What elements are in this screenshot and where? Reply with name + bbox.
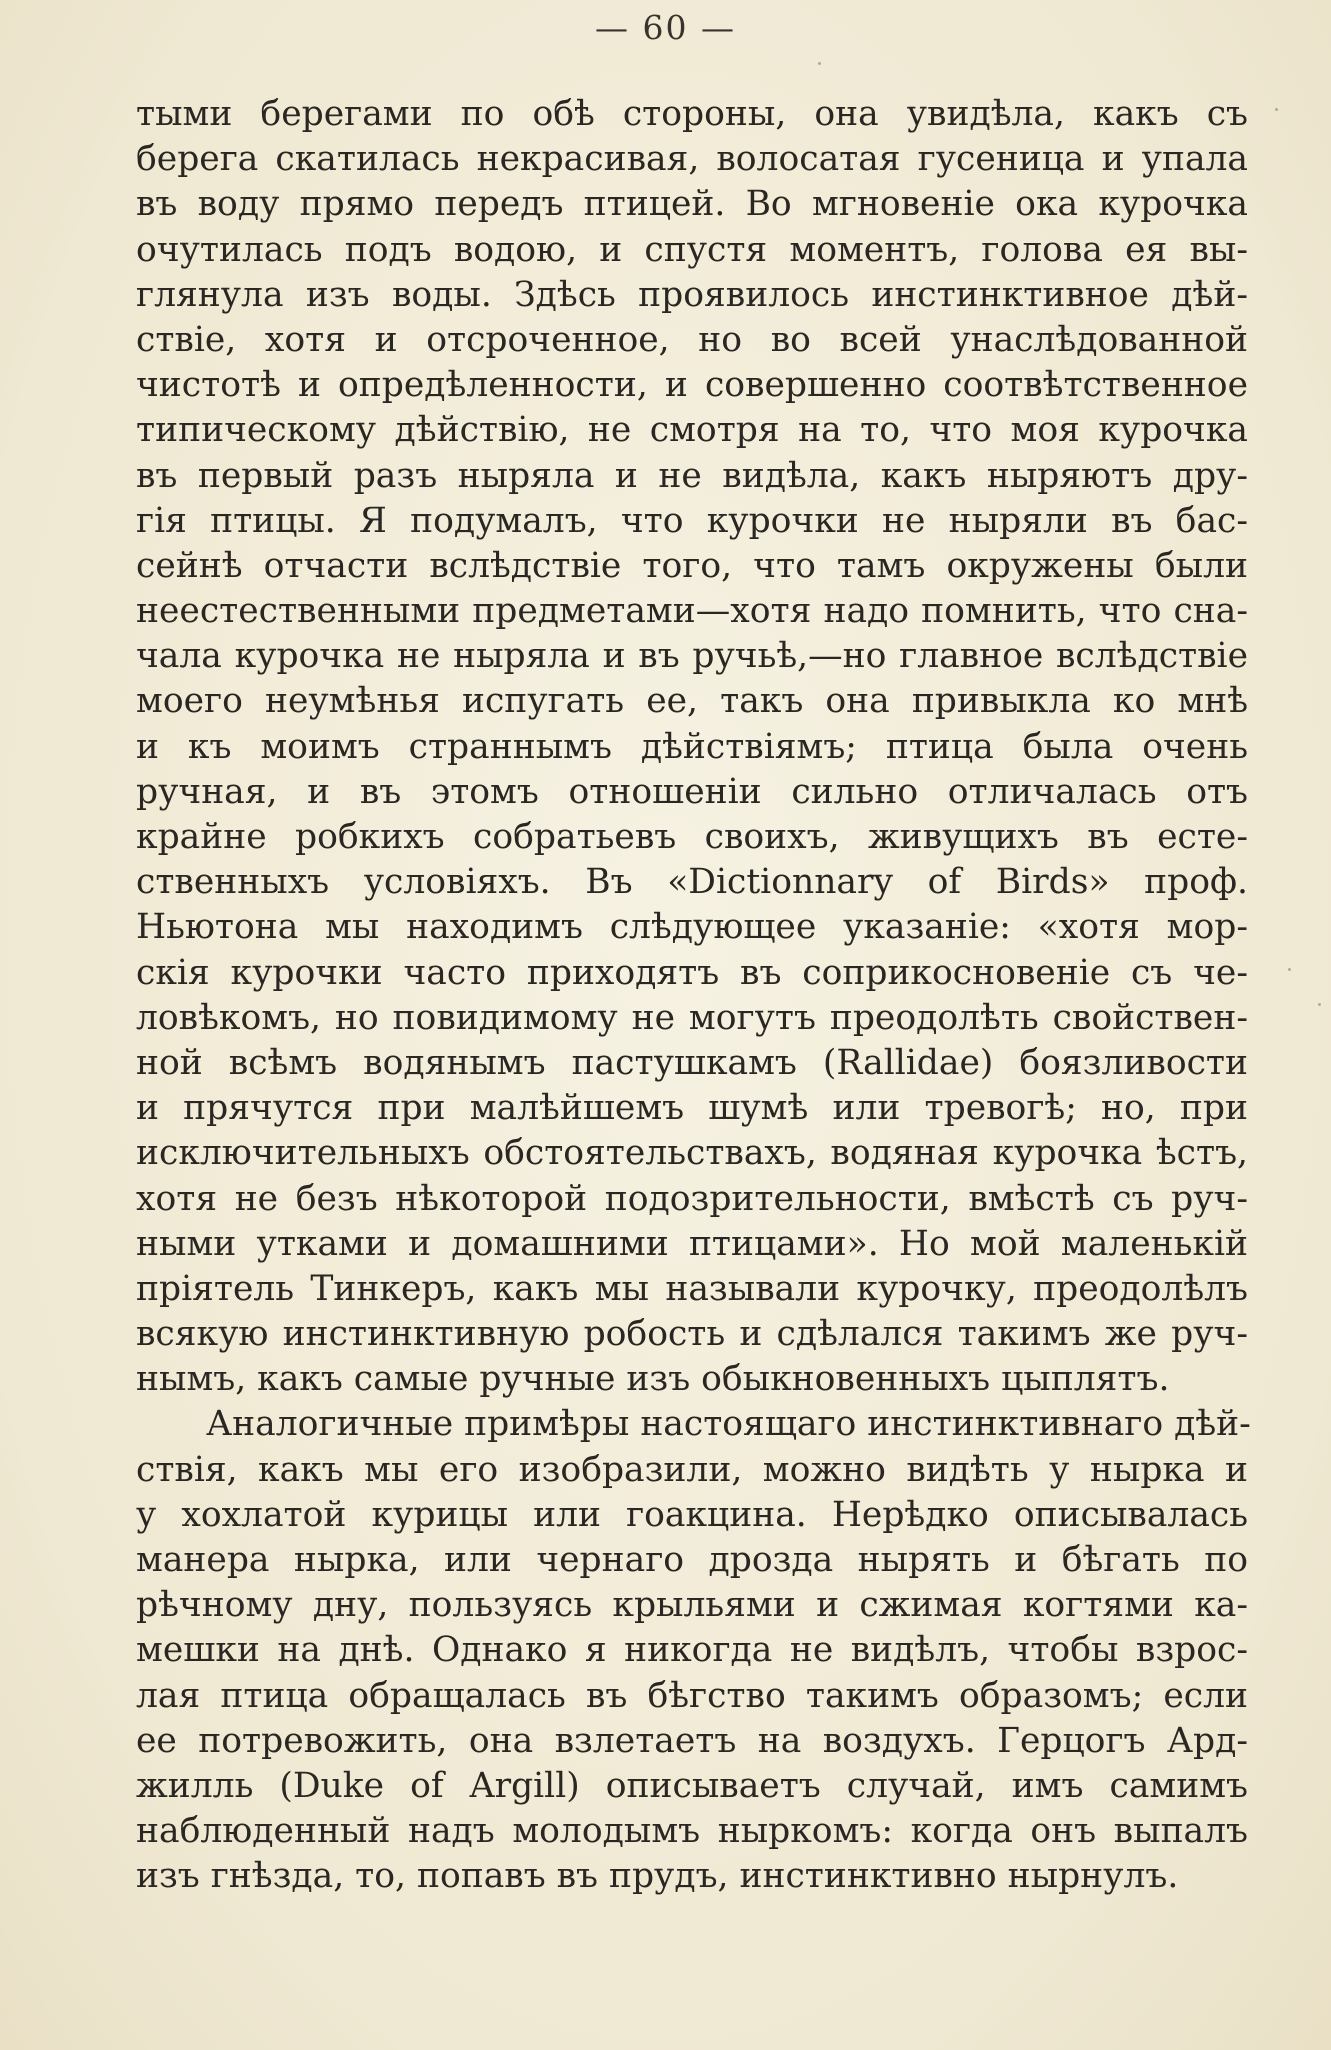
text-line: гія птицы. Я подумалъ, что курочки не ныряли въ бас- <box>136 500 1248 541</box>
text-line: жилль (Duke of Argill) описываетъ случай, имъ самимъ <box>136 1765 1248 1806</box>
text-line: скія курочки часто приходятъ въ соприкосновеніе съ че- <box>136 952 1248 993</box>
text-line: и прячутся при малѣйшемъ шумѣ или тревогѣ; но, при <box>136 1088 1248 1129</box>
page-number: — 60 — <box>595 8 736 47</box>
text-line: ловѣкомъ, но повидимому не могутъ преодолѣть свойствен- <box>136 997 1248 1038</box>
text-line: ными утками и домашними птицами». Но мой маленькій <box>136 1223 1248 1264</box>
body-text <box>136 92 1251 1900</box>
paper-speck <box>818 62 821 65</box>
text-line: глянула изъ воды. Здѣсь проявилось инстинктивное дѣй- <box>136 274 1248 315</box>
text-line: хотя не безъ нѣкоторой подозрительности, вмѣстѣ съ руч- <box>136 1178 1248 1219</box>
text-line: берега скатилась некрасивая, волосатая гусеница и упала <box>136 139 1248 180</box>
text-line: пріятель Тинкеръ, какъ мы называли курочку, преодолѣлъ <box>136 1268 1248 1309</box>
text-line: ручная, и въ этомъ отношеніи сильно отличалась отъ <box>136 771 1248 812</box>
text-line: всякую инстинктивную робость и сдѣлался такимъ же руч- <box>136 1314 1248 1355</box>
paper-speck <box>1318 1003 1321 1006</box>
text-line: чистотѣ и опредѣленности, и совершенно соотвѣтственное <box>136 365 1248 406</box>
text-line: Ньютона мы находимъ слѣдующее указаніе: «хотя мор- <box>136 907 1248 948</box>
text-line: лая птица обращалась въ бѣгство такимъ образомъ; если <box>136 1675 1248 1716</box>
paper-speck <box>1288 968 1291 971</box>
text-line: ственныхъ условіяхъ. Въ «Dictionnary of Birds» проф. <box>136 862 1248 903</box>
text-line: рѣчному дну, пользуясь крыльями и сжимая когтями ка- <box>136 1585 1248 1626</box>
text-line: нымъ, какъ самые ручные изъ обыкновенныхъ цыплятъ. <box>136 1359 1170 1400</box>
text-line: ствіе, хотя и отсроченное, но во всей унаслѣдованной <box>136 319 1248 360</box>
text-line: исключительныхъ обстоятельствахъ, водяная курочка ѣстъ, <box>136 1133 1248 1174</box>
text-line: въ первый разъ ныряла и не видѣла, какъ ныряютъ дру- <box>136 455 1248 496</box>
text-line: ее потревожить, она взлетаетъ на воздухъ. Герцогъ Ард- <box>136 1720 1248 1761</box>
text-line: тыми берегами по обѣ стороны, она увидѣла, какъ съ <box>136 94 1248 134</box>
text-line: очутилась подъ водою, и спустя моментъ, голова ея вы- <box>136 229 1248 270</box>
text-line: ной всѣмъ водянымъ пастушкамъ (Rallidae) боязливости <box>136 1042 1248 1083</box>
text-line: и къ моимъ страннымъ дѣйствіямъ; птица была очень <box>136 726 1248 767</box>
text-line: моего неумѣнья испугать ее, такъ она привыкла ко мнѣ <box>136 681 1248 722</box>
text-line: изъ гнѣзда, то, попавъ въ прудъ, инстинктивно нырнулъ. <box>136 1856 1179 1897</box>
text-line: неестественными предметами—хотя надо помнить, что сна- <box>136 591 1248 632</box>
text-line: крайне робкихъ собратьевъ своихъ, живущихъ въ есте- <box>136 817 1248 857</box>
text-line: въ воду прямо передъ птицей. Во мгновеніе ока курочка <box>136 184 1248 225</box>
text-line: Аналогичные примѣры настоящаго инстинктивнаго дѣй- <box>206 1404 1251 1445</box>
text-line: манера нырка, или чернаго дрозда нырять и бѣгать по <box>136 1540 1248 1580</box>
text-line: ствія, какъ мы его изобразили, можно видѣть у нырка и <box>136 1449 1248 1490</box>
text-line: сейнѣ отчасти вслѣдствіе того, что тамъ окружены были <box>136 545 1248 586</box>
text-line: мешки на днѣ. Однако я никогда не видѣлъ, чтобы взрос- <box>136 1630 1248 1671</box>
text-line: чала курочка не ныряла и въ ручьѣ,—но главное вслѣдствіе <box>136 636 1248 677</box>
paper-speck <box>1275 108 1278 111</box>
text-line: у хохлатой курицы или гоакцина. Нерѣдко описывалась <box>136 1494 1248 1535</box>
text-line: типическому дѣйствію, не смотря на то, что моя курочка <box>136 410 1248 451</box>
text-line: наблюденный надъ молодымъ ныркомъ: когда онъ выпалъ <box>136 1811 1248 1852</box>
